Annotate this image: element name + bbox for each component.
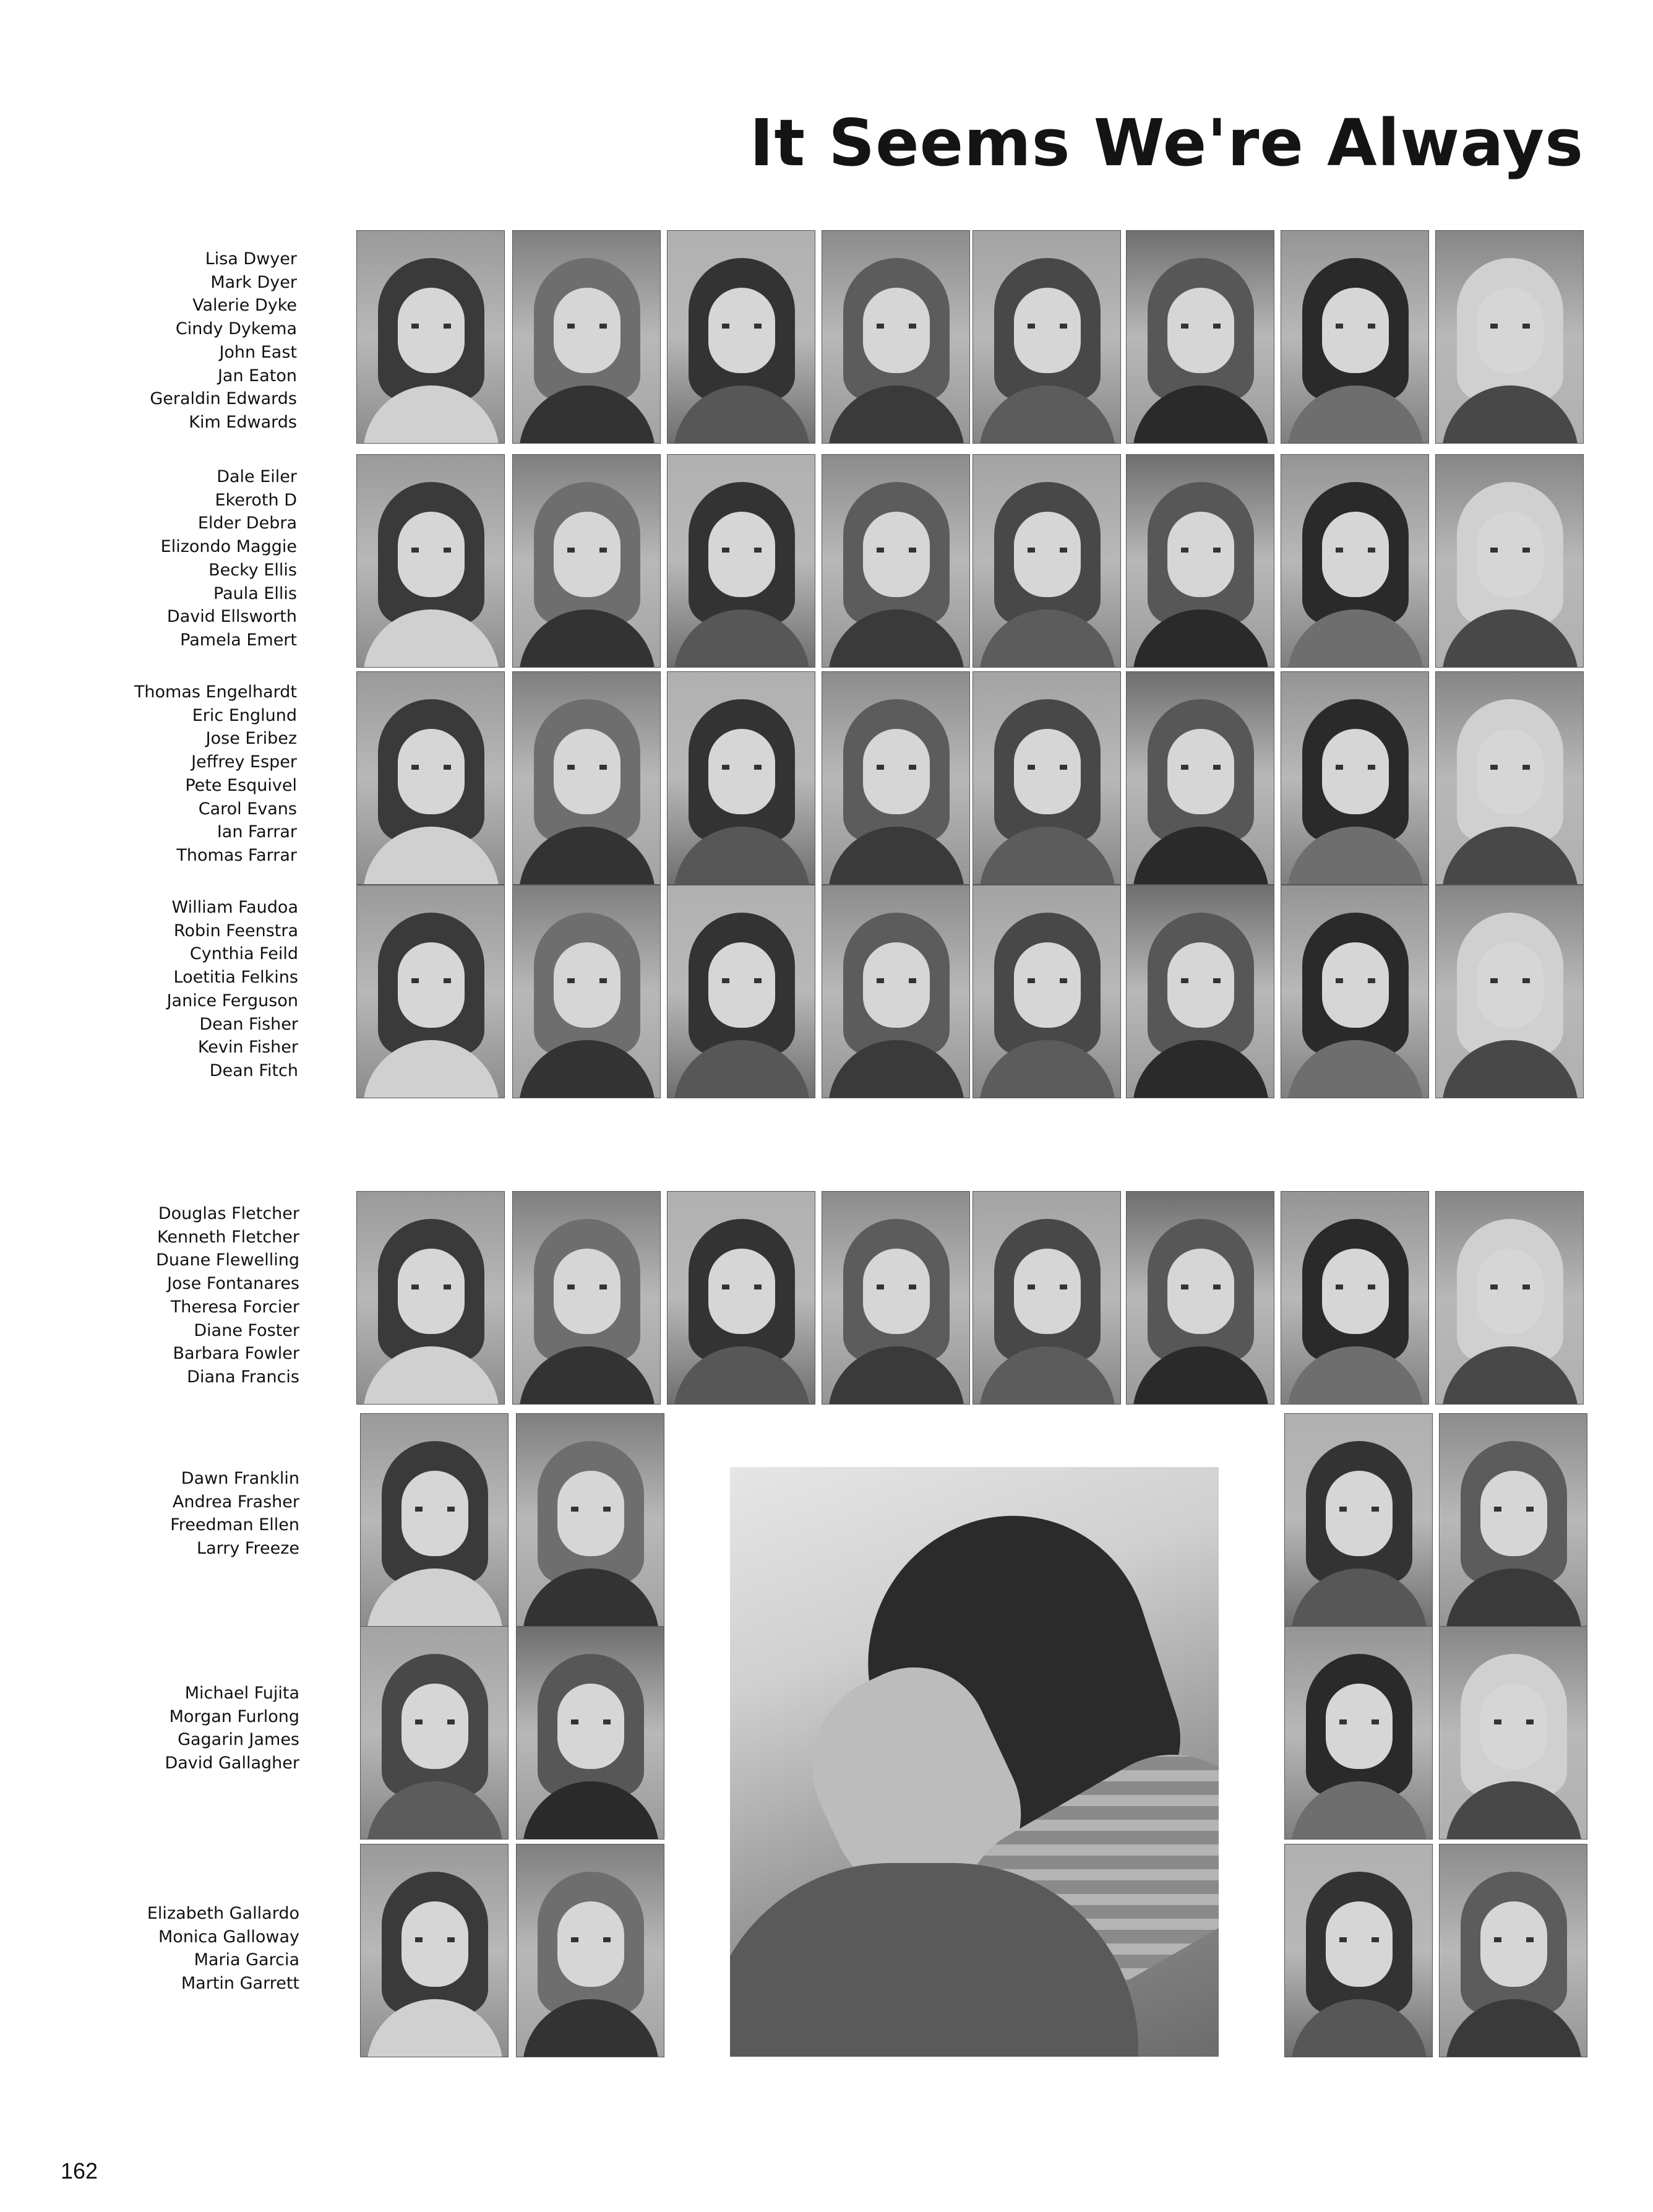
student-portrait (1439, 1844, 1587, 2057)
student-name: Diane Foster (194, 1320, 299, 1340)
student-portrait (360, 1626, 509, 1840)
student-name: Dean Fitch (209, 1061, 298, 1080)
student-portrait (822, 230, 970, 444)
student-portrait (1284, 1626, 1433, 1840)
student-name: Gagarin James (178, 1730, 299, 1750)
student-name: Kevin Fisher (197, 1038, 298, 1057)
student-portrait (516, 1413, 664, 1627)
student-portrait (356, 671, 505, 885)
student-portrait (512, 230, 661, 444)
student-name: Cynthia Feild (189, 944, 298, 964)
candid-photo (730, 1467, 1219, 2057)
name-list-row-4 (26, 896, 298, 1083)
student-name: David Gallagher (165, 1754, 299, 1773)
student-name: Valerie Dyke (192, 296, 297, 316)
student-portrait (1126, 454, 1274, 668)
student-name: Carol Evans (198, 799, 297, 819)
name-list-row-5 (27, 1202, 299, 1389)
student-portrait (1281, 454, 1429, 668)
student-name: Cindy Dykema (175, 319, 297, 339)
student-portrait (516, 1844, 664, 2057)
student-portrait (822, 454, 970, 668)
student-name: Robin Feenstra (173, 921, 298, 940)
student-portrait (1126, 230, 1274, 444)
student-name: Lisa Dwyer (205, 249, 297, 269)
student-name: Diana Francis (187, 1367, 299, 1387)
student-name: Pete Esquivel (185, 775, 297, 795)
student-portrait (1435, 671, 1584, 885)
student-portrait (1281, 230, 1429, 444)
student-name: Elizondo Maggie (160, 537, 297, 557)
student-portrait (512, 454, 661, 668)
student-portrait (667, 230, 815, 444)
student-name: Dale Eiler (217, 467, 297, 486)
student-name: Ian Farrar (217, 822, 297, 842)
student-name: Paula Ellis (213, 583, 297, 603)
student-portrait (360, 1413, 509, 1627)
student-name: Janice Ferguson (166, 991, 298, 1010)
student-name: Thomas Engelhardt (134, 682, 297, 702)
student-name: William Faudoa (171, 898, 298, 917)
name-list-row-8 (27, 1902, 299, 1995)
student-name: Freedman Ellen (170, 1515, 299, 1535)
student-portrait (1281, 1191, 1429, 1405)
student-name: Jose Eribez (205, 729, 297, 749)
student-name: Mark Dyer (210, 272, 297, 292)
page-title: It Seems We're Always (749, 105, 1584, 181)
student-portrait (1284, 1844, 1433, 2057)
student-name: Eric Englund (192, 705, 297, 725)
student-portrait (667, 1191, 815, 1405)
student-portrait (1284, 1413, 1433, 1627)
student-name: Geraldin Edwards (150, 389, 297, 409)
student-portrait (1126, 1191, 1274, 1405)
student-name: Kenneth Fletcher (157, 1227, 299, 1247)
student-name: Martin Garrett (181, 1974, 299, 1994)
student-name: Becky Ellis (208, 560, 297, 580)
name-list-row-3 (25, 681, 297, 867)
student-name: Barbara Fowler (173, 1344, 299, 1364)
student-name: Kim Edwards (189, 412, 297, 432)
student-portrait (512, 1191, 661, 1405)
student-portrait (1435, 454, 1584, 668)
student-portrait (822, 671, 970, 885)
student-name: Loetitia Felkins (173, 968, 298, 988)
student-name: Jose Fontanares (167, 1274, 299, 1294)
student-portrait (972, 1191, 1121, 1405)
student-name: Thomas Farrar (176, 845, 297, 865)
student-portrait (360, 1844, 509, 2057)
student-portrait (1126, 885, 1274, 1098)
student-portrait (512, 885, 661, 1098)
student-portrait (1126, 671, 1274, 885)
student-portrait (667, 885, 815, 1098)
student-name: Elder Debra (197, 514, 297, 533)
student-name: Monica Galloway (158, 1927, 299, 1947)
student-portrait (356, 454, 505, 668)
student-portrait (356, 1191, 505, 1405)
student-portrait (972, 230, 1121, 444)
student-portrait (1435, 230, 1584, 444)
student-portrait (1439, 1626, 1587, 1840)
student-portrait (1281, 885, 1429, 1098)
student-name: Dean Fisher (199, 1014, 298, 1034)
student-portrait (972, 671, 1121, 885)
student-portrait (356, 230, 505, 444)
student-portrait (512, 671, 661, 885)
name-list-row-6 (27, 1467, 299, 1560)
student-portrait (356, 885, 505, 1098)
student-portrait (1435, 885, 1584, 1098)
student-portrait (1439, 1413, 1587, 1627)
student-portrait (822, 885, 970, 1098)
student-portrait (972, 454, 1121, 668)
student-name: Larry Freeze (197, 1539, 299, 1559)
student-name: Ekeroth D (215, 490, 297, 510)
student-name: Morgan Furlong (169, 1706, 299, 1726)
page-number: 162 (61, 2158, 98, 2184)
student-name: David Ellsworth (166, 607, 297, 627)
student-portrait (822, 1191, 970, 1405)
student-name: Jeffrey Esper (191, 752, 297, 772)
student-name: Dawn Franklin (181, 1469, 299, 1488)
name-list-row-7 (27, 1682, 299, 1775)
student-name: Andrea Frasher (172, 1492, 299, 1512)
name-list-row-1 (25, 247, 297, 434)
student-name: Michael Fujita (184, 1684, 299, 1703)
student-portrait (516, 1626, 664, 1840)
student-name: John East (219, 342, 297, 362)
student-portrait (667, 671, 815, 885)
student-portrait (972, 885, 1121, 1098)
student-name: Pamela Emert (180, 630, 297, 650)
student-name: Jan Eaton (217, 366, 297, 385)
student-portrait (1435, 1191, 1584, 1405)
student-name: Maria Garcia (194, 1950, 299, 1970)
student-name: Duane Flewelling (156, 1250, 299, 1270)
name-list-row-2 (25, 465, 297, 652)
student-name: Theresa Forcier (170, 1297, 299, 1317)
student-name: Elizabeth Gallardo (147, 1904, 299, 1923)
student-portrait (667, 454, 815, 668)
student-portrait (1281, 671, 1429, 885)
student-name: Douglas Fletcher (158, 1204, 299, 1223)
